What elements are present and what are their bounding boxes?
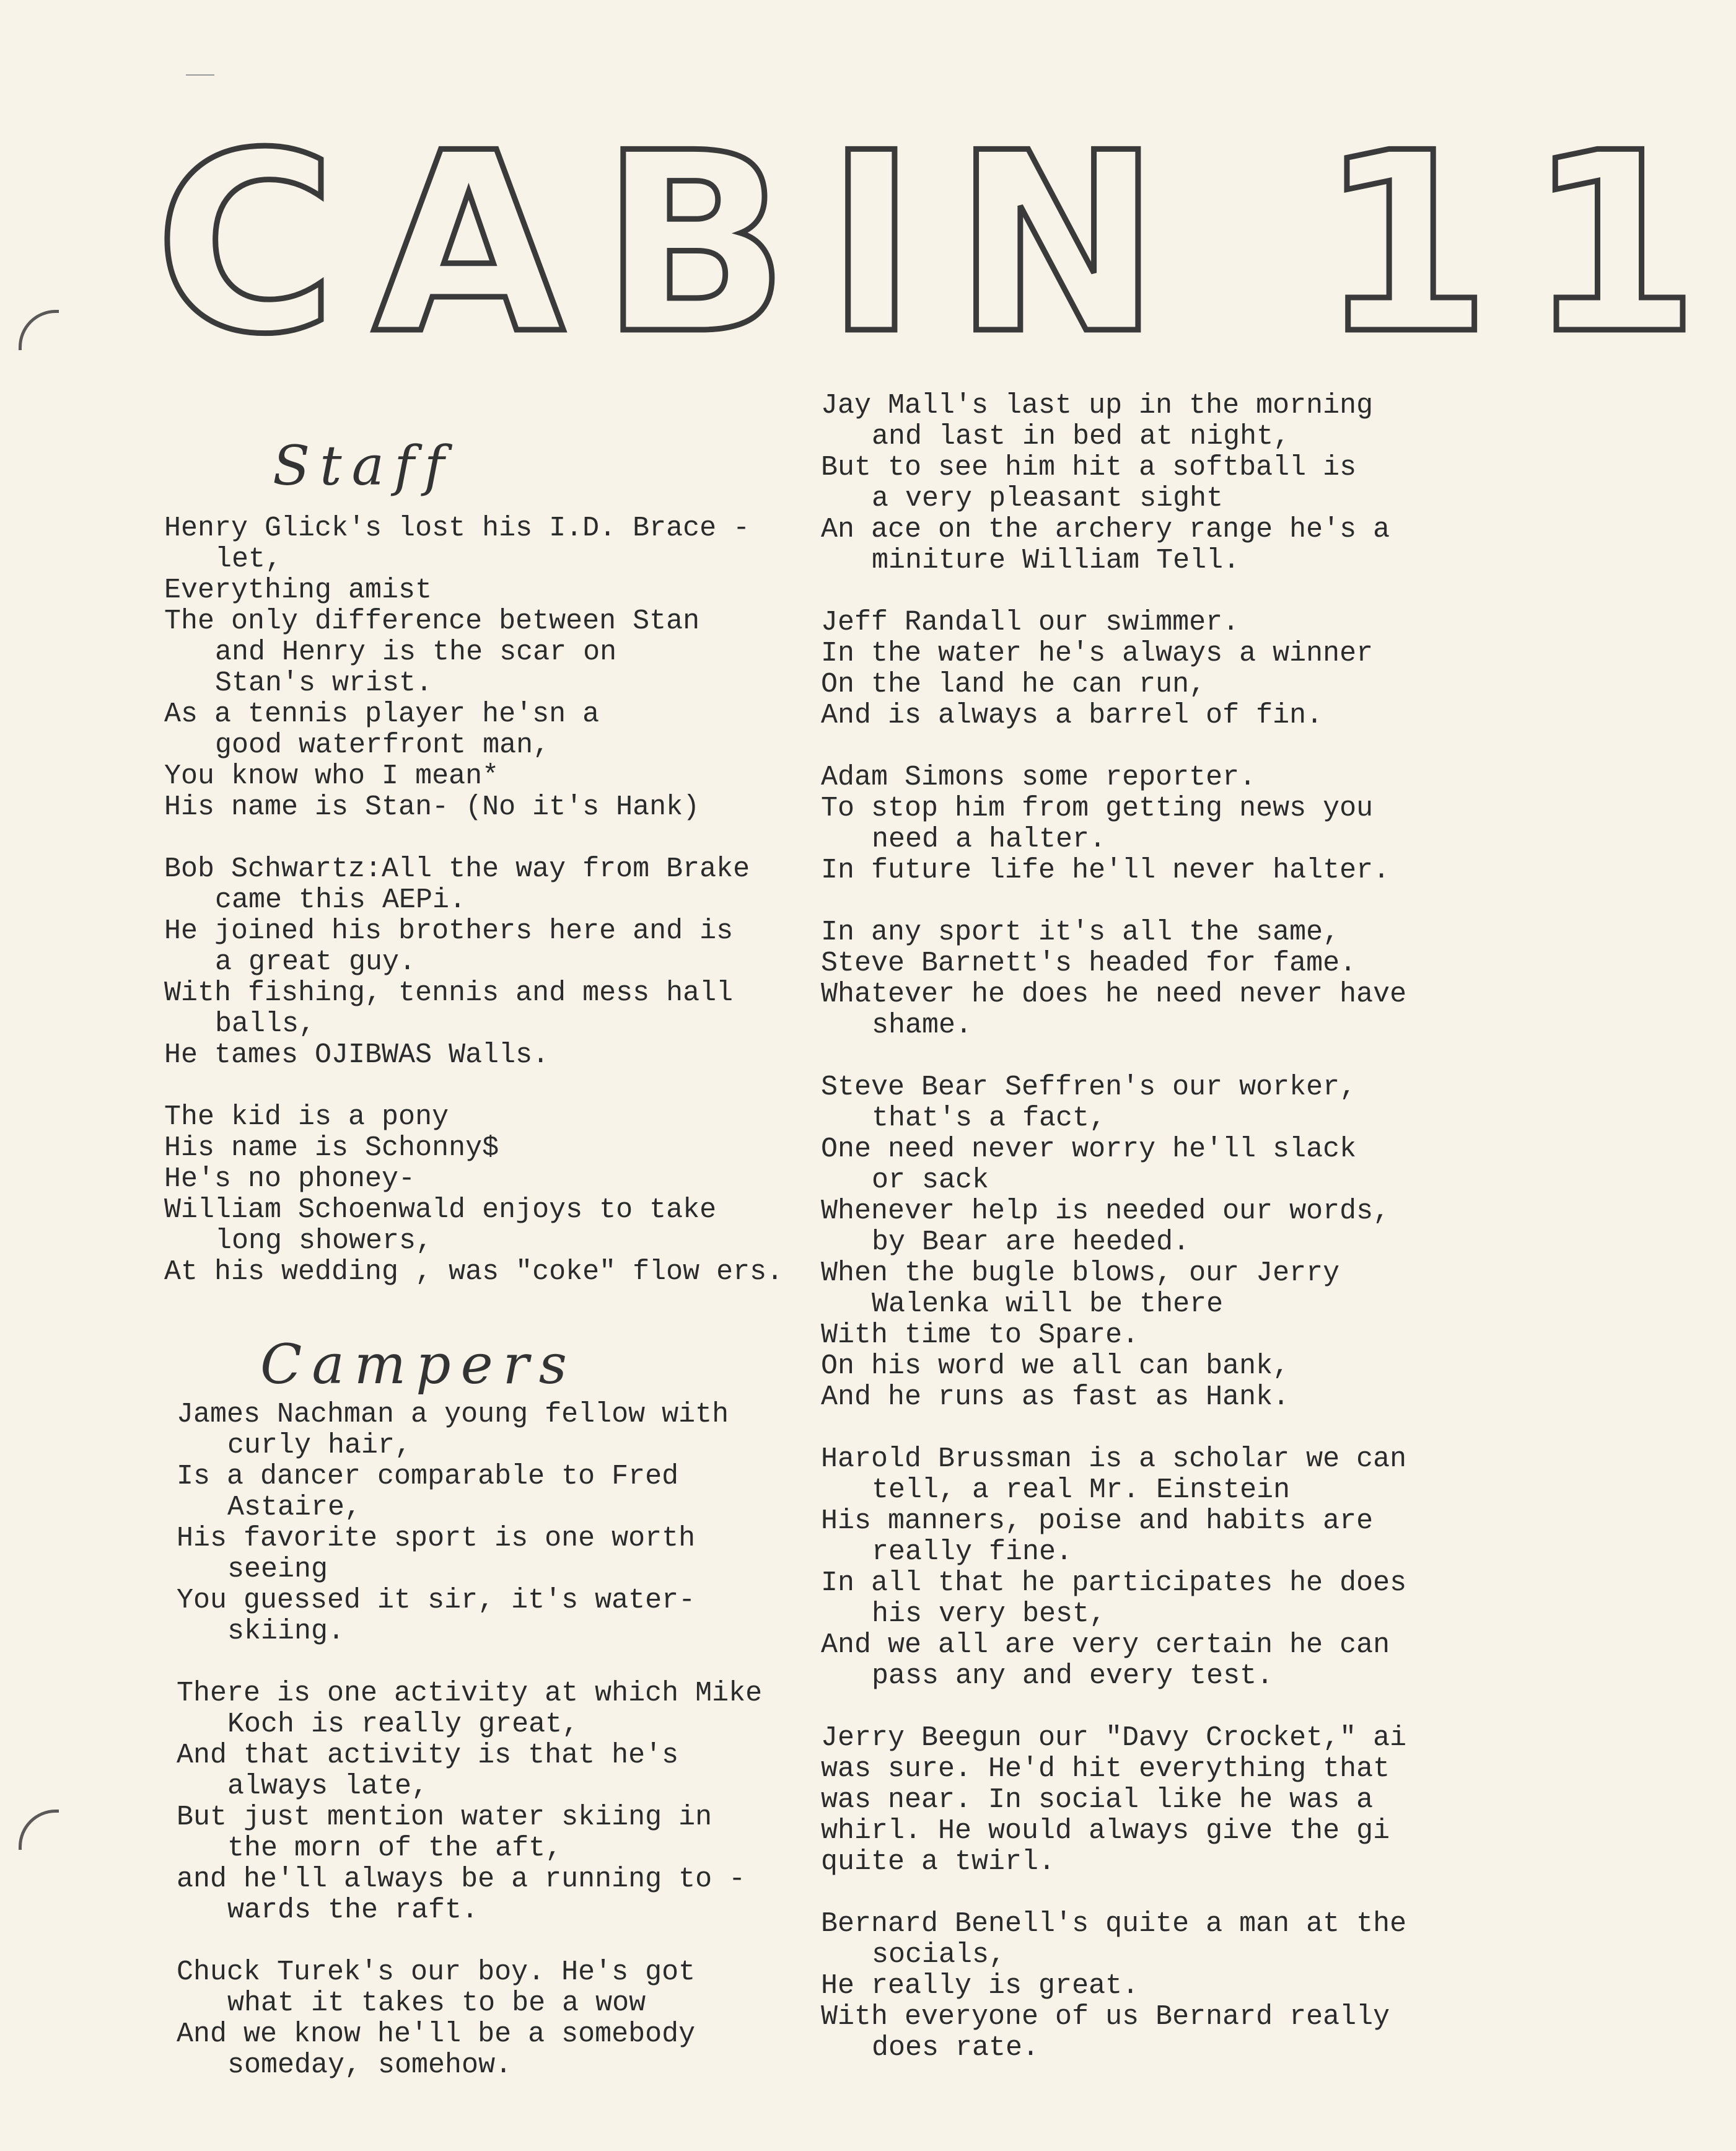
verse-line: His name is Schonny$ <box>164 1132 499 1164</box>
verse-line: When the bugle blows, our Jerry <box>821 1257 1340 1289</box>
verse-line: his very best, <box>872 1598 1107 1630</box>
verse-line: And that activity is that he's <box>177 1740 679 1771</box>
verse-line: With everyone of us Bernard really <box>821 2001 1390 2033</box>
verse-line: But just mention water skiing in <box>177 1801 712 1833</box>
verse-line: At his wedding , was "coke" flow ers. <box>164 1256 784 1288</box>
staff-column <box>164 513 846 1319</box>
verse-line: There is one activity at which Mike <box>177 1678 763 1709</box>
verse-line: His manners, poise and habits are <box>821 1505 1374 1537</box>
verse-line: need a halter. <box>872 824 1107 855</box>
verse-line: He tames OJIBWAS Walls. <box>164 1039 550 1071</box>
verse-line: and last in bed at night, <box>872 421 1291 452</box>
verse-stanza <box>821 1072 1502 1413</box>
verse-stanza <box>821 1909 1502 2064</box>
verse-line: Chuck Turek's our boy. He's got <box>177 1956 696 1988</box>
verse-line: On his word we all can bank, <box>821 1350 1290 1382</box>
verse-line: quite a twirl. <box>821 1846 1056 1878</box>
verse-line: Bob Schwartz:All the way from Brake <box>164 853 750 885</box>
verse-line: let, <box>215 543 283 575</box>
heading-campers: Campers <box>260 1332 577 1396</box>
verse-line: Walenka will be there <box>872 1288 1224 1320</box>
verse-line: Steve Barnett's headed for fame. <box>821 948 1357 979</box>
pencil-mark <box>186 74 214 76</box>
verse-stanza <box>821 762 1502 886</box>
verse-line: And he runs as fast as Hank. <box>821 1381 1290 1413</box>
verse-line: Stan's wrist. <box>215 667 433 699</box>
verse-line: You know who I mean* <box>164 760 499 792</box>
verse-stanza <box>164 1102 846 1288</box>
verse-line: what it takes to be a wow <box>227 1987 646 2019</box>
verse-line: And is always a barrel of fin. <box>821 700 1323 731</box>
verse-line: Steve Bear Seffren's our worker, <box>821 1071 1357 1103</box>
verse-line: And we all are very certain he can <box>821 1629 1390 1661</box>
verse-line: Jerry Beegun our "Davy Crocket," ai <box>821 1722 1407 1754</box>
verse-stanza <box>177 1957 858 2081</box>
verse-line: seeing <box>227 1554 328 1585</box>
verse-line: He's no phoney- <box>164 1163 416 1195</box>
verse-line: Koch is really great, <box>227 1709 579 1740</box>
verse-stanza <box>164 513 846 823</box>
verse-line: Harold Brussman is a scholar we can <box>821 1443 1407 1475</box>
verse-line: a very pleasant sight <box>872 483 1224 514</box>
verse-line: or sack <box>872 1164 989 1196</box>
verse-line: As a tennis player he'sn a <box>164 698 600 730</box>
verse-line: James Nachman a young fellow with <box>177 1399 729 1430</box>
verse-stanza <box>821 607 1502 731</box>
verse-line: by Bear are heeded. <box>872 1226 1190 1258</box>
verse-line: balls, <box>215 1008 316 1040</box>
verse-line: Jeff Randall our swimmer. <box>821 607 1240 638</box>
verse-line: does rate. <box>872 2032 1040 2064</box>
verse-stanza <box>821 1444 1502 1692</box>
verse-line: His favorite sport is one worth <box>177 1523 696 1554</box>
heading-staff: Staff <box>273 434 455 498</box>
verse-line: tell, a real Mr. Einstein <box>872 1474 1291 1506</box>
verse-line: One need never worry he'll slack <box>821 1133 1357 1165</box>
verse-line: really fine. <box>872 1536 1073 1568</box>
verse-line: socials, <box>872 1939 1006 1971</box>
verse-line: pass any and every test. <box>872 1660 1274 1692</box>
verse-line: Whatever he does he need never have <box>821 979 1407 1010</box>
punch-hole-mark <box>19 1810 59 1850</box>
verse-stanza <box>177 1678 858 1926</box>
verse-line: You guessed it sir, it's water- <box>177 1585 696 1616</box>
verse-line: and Henry is the scar on <box>215 636 617 668</box>
verse-line: the morn of the aft, <box>227 1832 563 1864</box>
verse-stanza <box>177 1399 858 1647</box>
verse-line: He joined his brothers here and is <box>164 915 734 947</box>
verse-line: The only difference between Stan <box>164 605 700 637</box>
verse-line: His name is Stan- (No it's Hank) <box>164 791 700 823</box>
verse-line: In the water he's always a winner <box>821 638 1374 669</box>
verse-line: To stop him from getting news you <box>821 793 1374 824</box>
verse-line: shame. <box>872 1010 973 1041</box>
verse-line: In any sport it's all the same, <box>821 917 1340 948</box>
verse-line: a great guy. <box>215 946 416 978</box>
verse-stanza <box>821 390 1502 576</box>
right-column <box>821 390 1502 2095</box>
verse-line: Is a dancer comparable to Fred <box>177 1461 679 1492</box>
verse-line: wards the raft. <box>227 1894 479 1926</box>
verse-line: came this AEPi. <box>215 884 467 916</box>
verse-line: long showers, <box>215 1225 433 1257</box>
verse-line: But to see him hit a softball is <box>821 452 1357 483</box>
verse-line: And we know he'll be a somebody <box>177 2018 696 2050</box>
verse-line: curly hair, <box>227 1430 412 1461</box>
verse-line: Bernard Benell's quite a man at the <box>821 1908 1407 1940</box>
verse-line: skiing. <box>227 1616 345 1647</box>
verse-line: good waterfront man, <box>215 729 550 761</box>
campers-column <box>177 1399 858 2112</box>
verse-line: Adam Simons some reporter. <box>821 762 1256 793</box>
verse-line: miniture William Tell. <box>872 545 1240 576</box>
verse-line: that's a fact, <box>872 1102 1107 1134</box>
verse-line: William Schoenwald enjoys to take <box>164 1194 717 1226</box>
verse-line: whirl. He would always give the gi <box>821 1815 1390 1847</box>
verse-line: was near. In social like he was a <box>821 1784 1374 1816</box>
verse-line: always late, <box>227 1771 429 1802</box>
verse-line: someday, somehow. <box>227 2049 512 2081</box>
verse-line: With time to Spare. <box>821 1319 1139 1351</box>
page-title: CABIN 11 <box>155 100 1736 389</box>
verse-stanza <box>821 1723 1502 1878</box>
verse-line: Everything amist <box>164 574 432 606</box>
verse-stanza <box>821 917 1502 1041</box>
verse-line: On the land he can run, <box>821 669 1206 700</box>
verse-stanza <box>164 854 846 1071</box>
verse-line: Whenever help is needed our words, <box>821 1195 1390 1227</box>
verse-line: Henry Glick's lost his I.D. Brace - <box>164 512 750 544</box>
verse-line: In all that he participates he does <box>821 1567 1407 1599</box>
punch-hole-mark <box>19 310 59 350</box>
verse-line: Astaire, <box>227 1492 362 1523</box>
verse-line: In future life he'll never halter. <box>821 855 1390 886</box>
verse-line: Jay Mall's last up in the morning <box>821 390 1374 421</box>
verse-line: An ace on the archery range he's a <box>821 514 1390 545</box>
verse-line: was sure. He'd hit everything that <box>821 1753 1390 1785</box>
verse-line: He really is great. <box>821 1970 1139 2002</box>
verse-line: and he'll always be a running to - <box>177 1863 746 1895</box>
verse-line: The kid is a pony <box>164 1101 449 1133</box>
verse-line: With fishing, tennis and mess hall <box>164 977 734 1009</box>
